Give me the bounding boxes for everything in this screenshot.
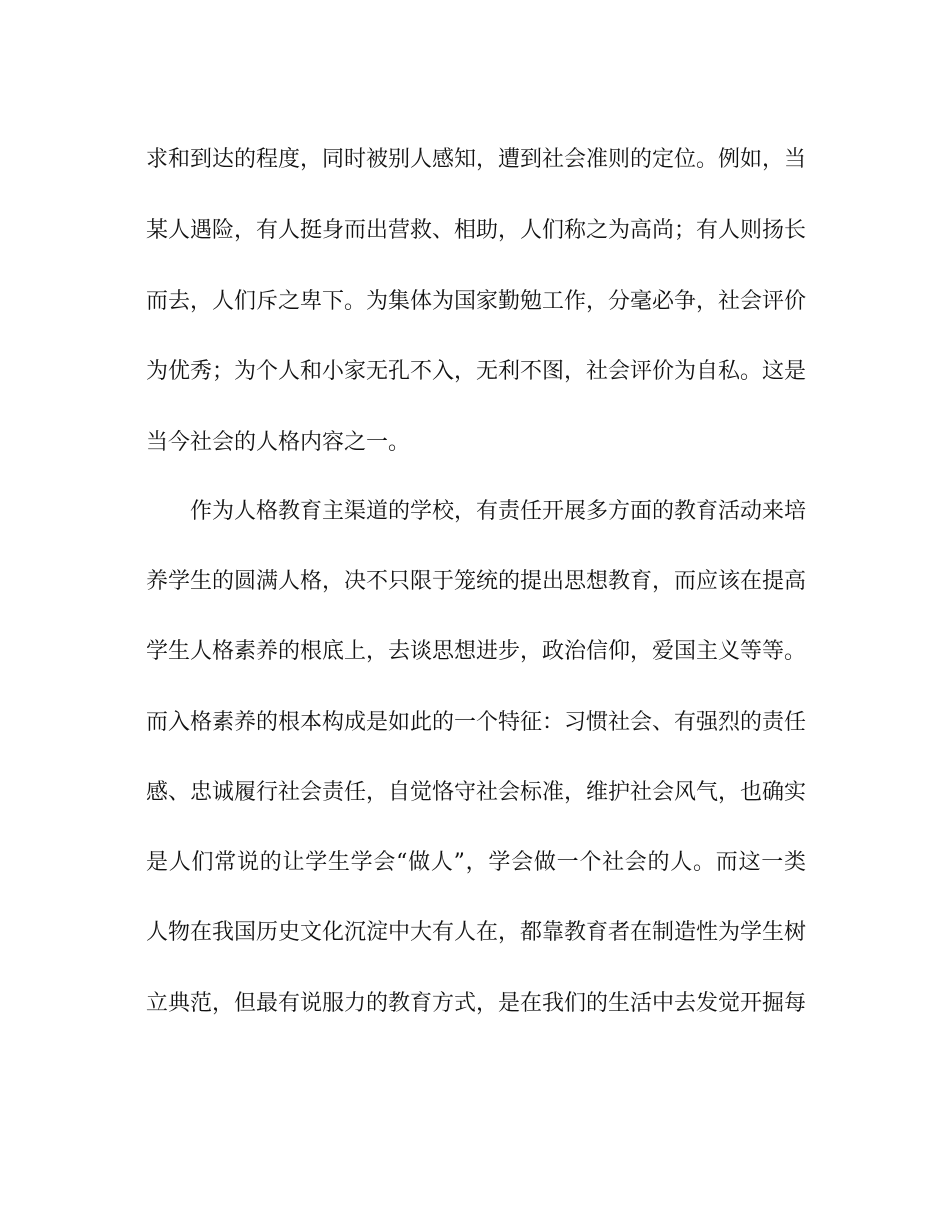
- paragraph-first-line: 作为人格教育主渠道的学校，有责任开展多方面的教育活动来培: [190, 499, 807, 524]
- text-line: 养学生的圆满人格，决不只限于笼统的提出思想教育，而应该在提高: [146, 569, 807, 594]
- text-line: 而入格素养的根本构成是如此的一个特征：习惯社会、有强烈的责任: [146, 710, 807, 735]
- text-line: 学生人格素养的根底上，去谈思想进步，政治信仰，爱国主义等等。: [146, 639, 807, 664]
- text-line: 某人遇险，有人挺身而出营救、相助，人们称之为高尚；有人则扬长: [146, 218, 807, 243]
- text-line: 是人们常说的让学生学会“做人”，学会做一个社会的人。而这一类: [146, 850, 806, 875]
- text-line: 当今社会的人格内容之一。: [146, 430, 411, 455]
- text-line: 求和到达的程度，同时被别人感知，遭到社会准则的定位。例如，当: [146, 147, 807, 172]
- text-line: 立典范，但最有说服力的教育方式，是在我们的生活中去发觉开掘每: [146, 991, 807, 1016]
- text-line: 为优秀；为个人和小家无孔不入，无利不图，社会评价为自私。这是: [146, 359, 807, 384]
- text-line: 而去，人们斥之卑下。为集体为国家勤勉工作，分毫必争，社会评价: [146, 289, 807, 314]
- text-line: 感、忠诚履行社会责任，自觉恪守社会标准，维护社会风气，也确实: [146, 780, 807, 805]
- text-line: 人物在我国历史文化沉淀中大有人在，都靠教育者在制造性为学生树: [146, 920, 807, 945]
